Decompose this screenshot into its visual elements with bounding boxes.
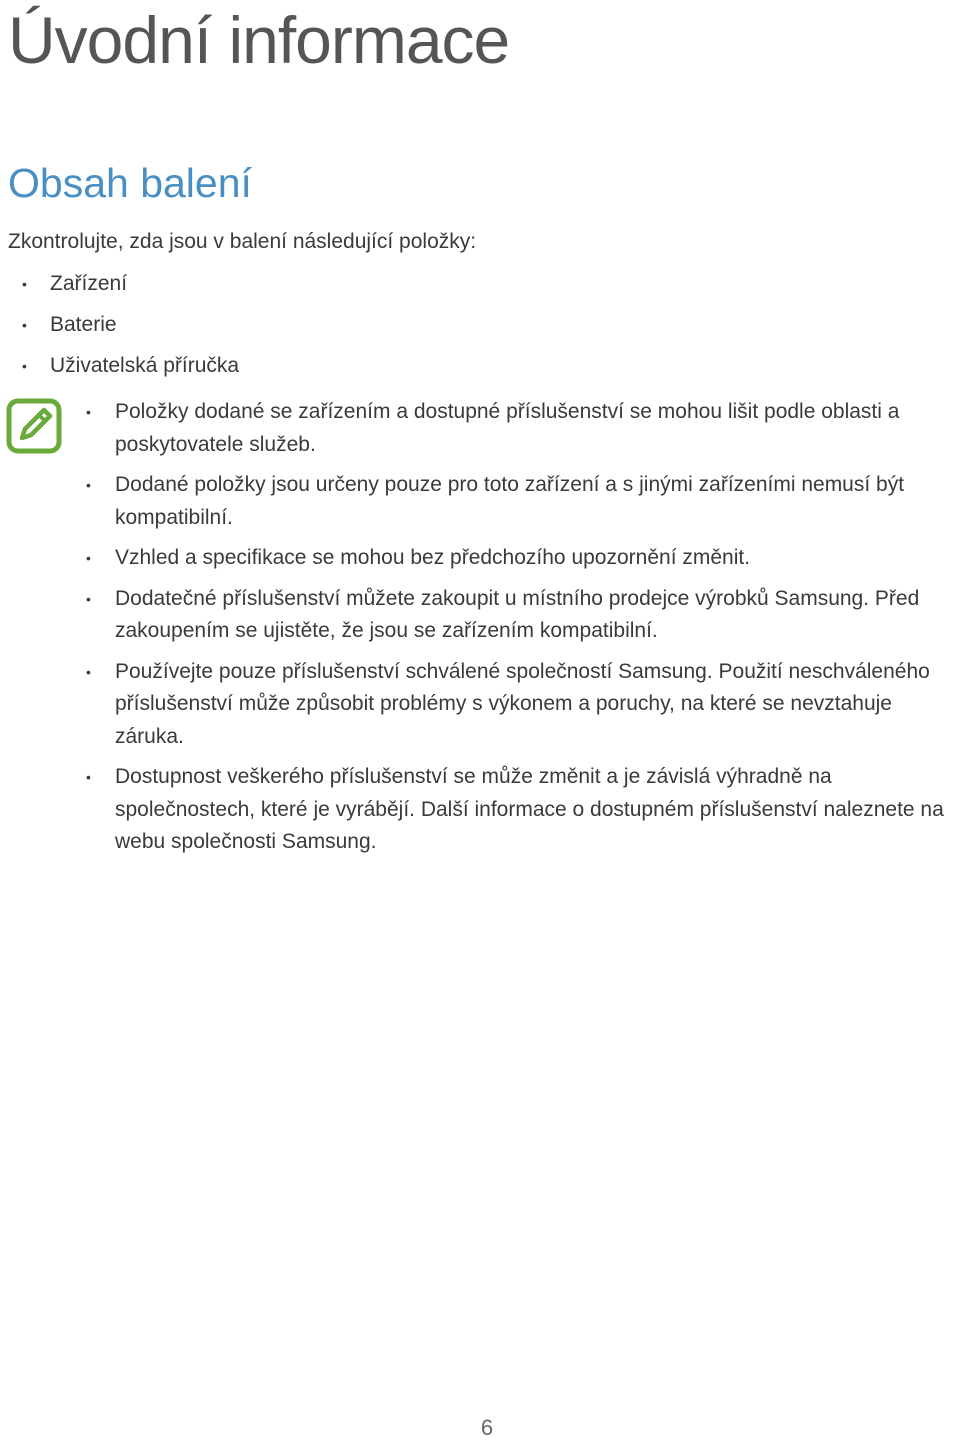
list-item bbox=[22, 270, 239, 311]
note-text: Používejte pouze příslušenství schválené společností Samsung. Použití neschváleného příslušenství může způsobit problémy s výkonem a poruchy, na které se nevztahuje záruka. bbox=[115, 659, 930, 748]
bullet-icon: • bbox=[86, 550, 91, 566]
note-text: Vzhled a specifikace se mohou bez předchozího upozornění změnit. bbox=[115, 546, 751, 569]
list-item bbox=[22, 352, 239, 393]
bullet-icon: • bbox=[86, 590, 91, 607]
note-item bbox=[86, 469, 958, 534]
bullet-icon: • bbox=[22, 317, 27, 333]
note-pencil-icon bbox=[6, 398, 62, 454]
note-text: Dodané položky jsou určeny pouze pro toto zařízení a s jinými zařízeními nemusí být kompatibilní. bbox=[115, 473, 905, 529]
page-number: 6 bbox=[480, 1415, 494, 1440]
list-item bbox=[22, 311, 239, 352]
bullet-icon: • bbox=[86, 404, 91, 420]
note-item bbox=[86, 583, 958, 648]
section-title: Obsah balení bbox=[8, 160, 252, 206]
section-intro: Zkontrolujte, zda jsou v balení následující položky: bbox=[8, 230, 477, 253]
list-item-text: Baterie bbox=[50, 313, 117, 336]
note-item bbox=[86, 656, 958, 754]
note-text: Dostupnost veškerého příslušenství se může změnit a je závislá výhradně na společnostech, které je vyrábějí. Další informace o dostupném příslušenství naleznete na webu společnosti Samsung. bbox=[115, 765, 944, 853]
note-item bbox=[86, 761, 958, 859]
chapter-title: Úvodní informace bbox=[8, 3, 510, 77]
note-list bbox=[86, 396, 958, 867]
list-item-text: Zařízení bbox=[50, 272, 128, 295]
note-text: Dodatečné příslušenství můžete zakoupit u místního prodejce výrobků Samsung. Před zakoupením se ujistěte, že jsou se zařízením kompatibilní. bbox=[115, 586, 920, 642]
bullet-icon: • bbox=[22, 358, 27, 374]
note-item bbox=[86, 542, 958, 575]
note-item bbox=[86, 396, 958, 461]
bullet-icon: • bbox=[22, 276, 27, 292]
list-item-text: Uživatelská příručka bbox=[50, 354, 240, 377]
bullet-icon: • bbox=[86, 663, 91, 680]
bullet-icon: • bbox=[86, 477, 91, 493]
package-contents-list bbox=[22, 270, 239, 393]
bullet-icon: • bbox=[86, 769, 91, 785]
note-text: Položky dodané se zařízením a dostupné příslušenství se mohou lišit podle oblasti a poskytovatele služeb. bbox=[115, 400, 900, 456]
